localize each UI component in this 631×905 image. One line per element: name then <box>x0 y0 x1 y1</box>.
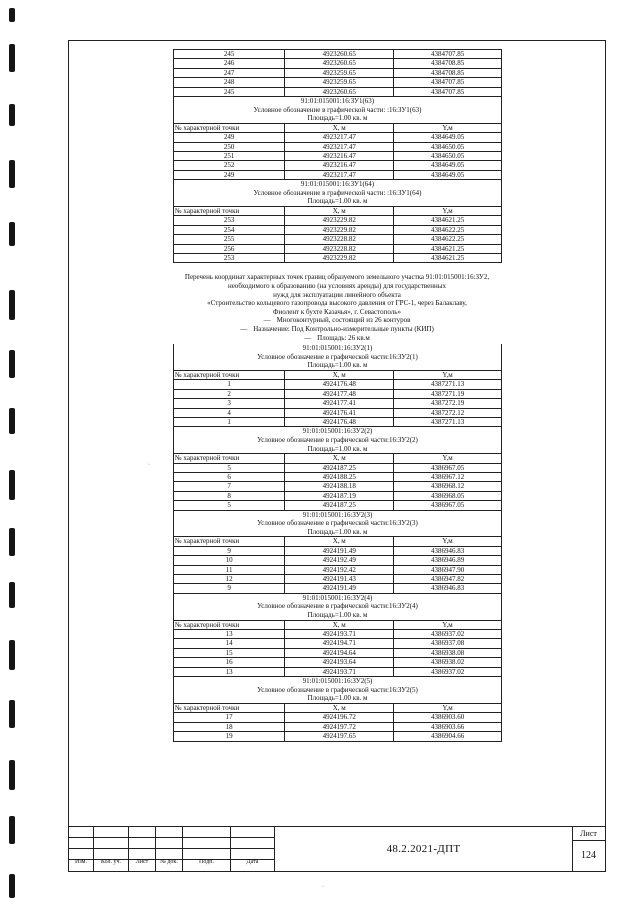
table-row <box>174 546 502 555</box>
x-coordinate-cell: 4924176.41 <box>285 408 394 417</box>
y-coordinate-cell: 4384650.05 <box>394 152 502 161</box>
x-coordinate-cell: 4924187.25 <box>285 463 394 472</box>
y-coordinate-cell: 4386938.02 <box>394 658 502 667</box>
x-coordinate-cell: 4923259.65 <box>285 78 394 87</box>
y-coordinate-cell: 4386946.89 <box>394 556 502 565</box>
point-header: № характерной точки <box>174 703 285 712</box>
binding-hole <box>9 816 15 844</box>
y-coordinate-cell: 4386967.05 <box>394 463 502 472</box>
y-coordinate-cell: 4384708.85 <box>394 68 502 77</box>
table-row <box>174 722 502 731</box>
header-row <box>174 207 502 216</box>
contour-cadastral: 91:01:015001:16:ЗУ2(2) <box>302 427 373 436</box>
contour-legend: Условное обозначение в графической части:16:ЗУ2(5) <box>257 685 418 694</box>
contour-info-row <box>174 427 502 454</box>
point-header: № характерной точки <box>174 207 285 216</box>
coordinates-table-part1 <box>173 49 502 263</box>
coordinates-table-part2 <box>173 344 502 741</box>
binding-hole <box>9 760 15 790</box>
point-number-cell: 253 <box>174 216 285 225</box>
table-row <box>174 133 502 142</box>
contour-info-row <box>174 677 502 704</box>
x-coordinate-cell: 4924197.72 <box>285 722 394 731</box>
point-number-cell: 7 <box>174 482 285 491</box>
binding-hole <box>9 222 15 246</box>
table-row <box>174 161 502 170</box>
y-header: Y,м <box>394 537 502 546</box>
intro-line <box>69 334 605 343</box>
contour-cadastral: 91:01:015001:16:ЗУ2(4) <box>302 593 373 602</box>
header-row <box>174 454 502 463</box>
y-coordinate-cell: 4384622.25 <box>394 225 502 234</box>
point-number-cell: 1 <box>174 380 285 389</box>
point-number-cell: 2 <box>174 389 285 398</box>
podp-label: Подп. <box>182 859 230 871</box>
binding-holes <box>0 0 24 905</box>
y-coordinate-cell: 4384649.05 <box>394 133 502 142</box>
binding-hole <box>9 640 15 670</box>
point-number-cell: 5 <box>174 463 285 472</box>
point-number-cell: 255 <box>174 235 285 244</box>
x-coordinate-cell: 4923217.47 <box>285 170 394 179</box>
kol-label: Кол. уч. <box>93 859 128 871</box>
point-header: № характерной точки <box>174 620 285 629</box>
x-header: X, м <box>285 207 394 216</box>
table-row <box>174 399 502 408</box>
table-row <box>174 170 502 179</box>
x-header: X, м <box>285 123 394 132</box>
x-coordinate-cell: 4923260.65 <box>285 50 394 59</box>
list-label: Лист <box>128 859 155 871</box>
contour-cadastral: 91:01:015001:16:ЗУ1(63) <box>300 97 375 106</box>
point-number-cell: 1 <box>174 418 285 427</box>
multicontour-text: Многоконтурный, состоящий из 26 контуров <box>276 316 411 325</box>
point-number-cell: 10 <box>174 556 285 565</box>
x-coordinate-cell: 4923216.47 <box>285 161 394 170</box>
contour-cadastral: 91:01:015001:16:ЗУ2(5) <box>302 677 373 686</box>
y-header: Y,м <box>394 123 502 132</box>
y-coordinate-cell: 4384707.85 <box>394 50 502 59</box>
point-number-cell: 8 <box>174 491 285 500</box>
x-coordinate-cell: 4924176.48 <box>285 418 394 427</box>
intro-line: нужд для эксплуатации линейного объекта <box>273 290 401 299</box>
y-coordinate-cell: 4386937.02 <box>394 630 502 639</box>
x-coordinate-cell: 4923228.82 <box>285 235 394 244</box>
y-coordinate-cell: 4386937.02 <box>394 667 502 676</box>
x-coordinate-cell: 4923229.82 <box>285 254 394 263</box>
x-coordinate-cell: 4924193.71 <box>285 667 394 676</box>
contour-legend: Условное обозначение в графической части: :16:ЗУ1(64) <box>253 188 422 197</box>
scan-speck: · <box>322 884 324 890</box>
binding-hole <box>9 582 15 608</box>
y-coordinate-cell: 4387272.12 <box>394 408 502 417</box>
table-row <box>174 380 502 389</box>
table-row <box>174 389 502 398</box>
x-coordinate-cell: 4923229.82 <box>285 216 394 225</box>
y-header: Y,м <box>394 207 502 216</box>
x-coordinate-cell: 4924177.48 <box>285 389 394 398</box>
contour-cadastral: 91:01:015001:16:ЗУ2(1) <box>302 344 373 353</box>
contour-info-cell <box>174 180 502 207</box>
header-row <box>174 537 502 546</box>
x-coordinate-cell: 4924191.49 <box>285 584 394 593</box>
table-row <box>174 78 502 87</box>
contour-legend: Условное обозначение в графической части:16:ЗУ2(1) <box>257 352 418 361</box>
y-coordinate-cell: 4384707.85 <box>394 87 502 96</box>
x-coordinate-cell: 4923260.65 <box>285 59 394 68</box>
y-coordinate-cell: 4387272.19 <box>394 399 502 408</box>
y-coordinate-cell: 4386967.05 <box>394 501 502 510</box>
x-coordinate-cell: 4924192.42 <box>285 565 394 574</box>
point-number-cell: 6 <box>174 473 285 482</box>
point-number-cell: 12 <box>174 575 285 584</box>
x-coordinate-cell: 4924194.64 <box>285 648 394 657</box>
binding-hole <box>9 528 15 556</box>
table-row <box>174 639 502 648</box>
x-coordinate-cell: 4924197.65 <box>285 732 394 741</box>
x-header: X, м <box>285 371 394 380</box>
x-coordinate-cell: 4924196.72 <box>285 713 394 722</box>
point-header: № характерной точки <box>174 123 285 132</box>
binding-hole <box>9 408 15 434</box>
point-number-cell: 250 <box>174 142 285 151</box>
point-number-cell: 245 <box>174 50 285 59</box>
binding-hole <box>9 350 15 378</box>
document-code: 48.2.2021-ДПТ <box>274 827 573 871</box>
contour-info-cell <box>174 344 502 370</box>
sheet-number: 124 <box>581 850 596 861</box>
point-number-cell: 256 <box>174 244 285 253</box>
x-coordinate-cell: 4924192.49 <box>285 556 394 565</box>
x-coordinate-cell: 4924188.25 <box>285 473 394 482</box>
y-coordinate-cell: 4384650.05 <box>394 142 502 151</box>
point-number-cell: 252 <box>174 161 285 170</box>
binding-hole <box>9 8 15 22</box>
point-number-cell: 251 <box>174 152 285 161</box>
parcel-intro <box>69 273 605 342</box>
point-number-cell: 246 <box>174 59 285 68</box>
contour-area: Площадь=1.00 кв. м <box>307 197 368 206</box>
x-coordinate-cell: 4924188.18 <box>285 482 394 491</box>
point-number-cell: 17 <box>174 713 285 722</box>
binding-hole <box>9 470 15 500</box>
area-text: Площадь: 26 кв.м <box>317 333 370 342</box>
table-row <box>174 491 502 500</box>
header-row <box>174 123 502 132</box>
y-coordinate-cell: 4384622.25 <box>394 235 502 244</box>
y-coordinate-cell: 4386937.08 <box>394 639 502 648</box>
contour-legend: Условное обозначение в графической части:16:ЗУ2(4) <box>257 602 418 611</box>
contour-area: Площадь=1.00 кв. м <box>307 444 368 453</box>
point-number-cell: 13 <box>174 630 285 639</box>
x-coordinate-cell: 4924191.43 <box>285 575 394 584</box>
binding-hole <box>9 104 15 126</box>
x-coordinate-cell: 4924176.48 <box>285 380 394 389</box>
contour-info-cell <box>174 677 502 704</box>
table-row <box>174 142 502 151</box>
contour-info-row <box>174 510 502 537</box>
contour-cadastral: 91:01:015001:16:ЗУ1(64) <box>300 180 375 189</box>
point-number-cell: 5 <box>174 501 285 510</box>
intro-line <box>69 325 605 334</box>
x-coordinate-cell: 4924191.49 <box>285 546 394 555</box>
point-number-cell: 3 <box>174 399 285 408</box>
contour-area: Площадь=1.00 кв. м <box>307 694 368 703</box>
ndok-label: № док. <box>155 859 182 871</box>
table-row <box>174 556 502 565</box>
y-header: Y,м <box>394 454 502 463</box>
point-number-cell: 19 <box>174 732 285 741</box>
point-number-cell: 249 <box>174 170 285 179</box>
table-row <box>174 584 502 593</box>
intro-line: Перечень координат характерных точек границ образуемого земельного участка 91:01:015001:16:ЗУ2, <box>184 273 490 282</box>
contour-area: Площадь=1.00 кв. м <box>307 361 368 370</box>
purpose-text: Назначение: Под Контрольно-измерительные пункты (КИП) <box>253 325 434 334</box>
y-coordinate-cell: 4384707.85 <box>394 78 502 87</box>
x-header: X, м <box>285 454 394 463</box>
dash-bullet: — <box>240 325 248 334</box>
y-coordinate-cell: 4384649.05 <box>394 161 502 170</box>
y-coordinate-cell: 4386947.90 <box>394 565 502 574</box>
table-row <box>174 225 502 234</box>
contour-area: Площадь=1.00 кв. м <box>307 611 368 620</box>
table-row <box>174 565 502 574</box>
y-coordinate-cell: 4384649.05 <box>394 170 502 179</box>
y-coordinate-cell: 4384621.25 <box>394 216 502 225</box>
x-coordinate-cell: 4923260.65 <box>285 87 394 96</box>
contour-area: Площадь=1.00 кв. м <box>307 114 368 123</box>
contour-legend: Условное обозначение в графической части: :16:ЗУ1(63) <box>253 105 422 114</box>
x-header: X, м <box>285 537 394 546</box>
point-number-cell: 15 <box>174 648 285 657</box>
table-row <box>174 732 502 741</box>
x-coordinate-cell: 4923217.47 <box>285 142 394 151</box>
y-header: Y,м <box>394 703 502 712</box>
point-number-cell: 11 <box>174 565 285 574</box>
x-coordinate-cell: 4924177.41 <box>285 399 394 408</box>
izm-label: Изм. <box>75 859 87 865</box>
x-coordinate-cell: 4924193.71 <box>285 630 394 639</box>
x-header: X, м <box>285 620 394 629</box>
point-header: № характерной точки <box>174 537 285 546</box>
x-coordinate-cell: 4924194.71 <box>285 639 394 648</box>
y-coordinate-cell: 4386903.66 <box>394 722 502 731</box>
table-row <box>174 482 502 491</box>
table-row <box>174 216 502 225</box>
point-number-cell: 14 <box>174 639 285 648</box>
x-coordinate-cell: 4923229.82 <box>285 225 394 234</box>
sheet-label: Лист <box>572 827 605 841</box>
table-row <box>174 59 502 68</box>
x-coordinate-cell: 4923216.47 <box>285 152 394 161</box>
y-coordinate-cell: 4386903.60 <box>394 713 502 722</box>
point-header: № характерной точки <box>174 454 285 463</box>
table-row <box>174 408 502 417</box>
table-row <box>174 235 502 244</box>
drawing-frame <box>68 40 606 872</box>
x-coordinate-cell: 4924193.64 <box>285 658 394 667</box>
y-coordinate-cell: 4386968.05 <box>394 491 502 500</box>
scan-speck: · <box>148 462 150 468</box>
contour-area: Площадь=1.00 кв. м <box>307 527 368 536</box>
x-coordinate-cell: 4923259.65 <box>285 68 394 77</box>
x-coordinate-cell: 4924187.19 <box>285 491 394 500</box>
table-row <box>174 68 502 77</box>
point-header: № характерной точки <box>174 371 285 380</box>
table-row <box>174 87 502 96</box>
point-number-cell: 9 <box>174 584 285 593</box>
intro-line: необходимого к образованию (на условиях аренды) для государственных <box>228 282 446 291</box>
point-number-cell: 9 <box>174 546 285 555</box>
y-coordinate-cell: 4386968.12 <box>394 482 502 491</box>
scan-speck: · <box>498 492 500 498</box>
y-coordinate-cell: 4384708.85 <box>394 59 502 68</box>
y-coordinate-cell: 4384621.25 <box>394 254 502 263</box>
table-row <box>174 575 502 584</box>
x-coordinate-cell: 4923217.47 <box>285 133 394 142</box>
point-number-cell: 13 <box>174 667 285 676</box>
point-number-cell: 16 <box>174 658 285 667</box>
x-coordinate-cell: 4923228.82 <box>285 244 394 253</box>
y-coordinate-cell: 4386904.66 <box>394 732 502 741</box>
y-header: Y,м <box>394 620 502 629</box>
binding-hole <box>9 700 15 728</box>
contour-info-cell <box>174 97 502 124</box>
table-row <box>174 648 502 657</box>
x-header: X, м <box>285 703 394 712</box>
y-coordinate-cell: 4386947.82 <box>394 575 502 584</box>
y-header: Y,м <box>394 371 502 380</box>
table-row <box>174 630 502 639</box>
y-coordinate-cell: 4386946.83 <box>394 546 502 555</box>
table-row <box>174 244 502 253</box>
y-coordinate-cell: 4386967.12 <box>394 473 502 482</box>
point-number-cell: 245 <box>174 87 285 96</box>
contour-cadastral: 91:01:015001:16:ЗУ2(3) <box>302 510 373 519</box>
table-row <box>174 50 502 59</box>
point-number-cell: 18 <box>174 722 285 731</box>
point-number-cell: 249 <box>174 133 285 142</box>
contour-info-row <box>174 97 502 124</box>
y-coordinate-cell: 4386946.83 <box>394 584 502 593</box>
contour-info-cell <box>174 427 502 454</box>
table-row <box>174 658 502 667</box>
point-number-cell: 247 <box>174 68 285 77</box>
intro-line <box>69 316 605 325</box>
dash-bullet: — <box>304 333 312 342</box>
title-block <box>69 826 605 871</box>
y-coordinate-cell: 4386938.08 <box>394 648 502 657</box>
header-row <box>174 371 502 380</box>
y-coordinate-cell: 4387271.19 <box>394 389 502 398</box>
page-content <box>69 49 605 742</box>
point-number-cell: 254 <box>174 225 285 234</box>
table-row <box>174 152 502 161</box>
binding-hole <box>9 290 15 320</box>
contour-info-cell <box>174 593 502 620</box>
contour-info-row <box>174 180 502 207</box>
point-number-cell: 4 <box>174 408 285 417</box>
point-number-cell: 253 <box>174 254 285 263</box>
contour-legend: Условное обозначение в графической части:16:ЗУ2(2) <box>257 436 418 445</box>
table-row <box>174 254 502 263</box>
y-coordinate-cell: 4387271.13 <box>394 380 502 389</box>
header-row <box>174 703 502 712</box>
contour-info-row <box>174 593 502 620</box>
y-coordinate-cell: 4387271.13 <box>394 418 502 427</box>
table-row <box>174 418 502 427</box>
binding-hole <box>9 160 15 188</box>
header-row <box>174 620 502 629</box>
dash-bullet: — <box>263 316 271 325</box>
intro-line: «Строительство кольцевого газопровода высокого давления от ГРС-1, через Балаклаву, <box>207 299 467 308</box>
point-number-cell: 248 <box>174 78 285 87</box>
table-row <box>174 501 502 510</box>
table-row <box>174 463 502 472</box>
contour-info-row <box>174 344 502 370</box>
y-coordinate-cell: 4384621.25 <box>394 244 502 253</box>
x-coordinate-cell: 4924187.25 <box>285 501 394 510</box>
table-row <box>174 713 502 722</box>
table-row <box>174 667 502 676</box>
contour-legend: Условное обозначение в графической части:16:ЗУ2(3) <box>257 519 418 528</box>
intro-line: Фиолент к бухте Казачья», г. Севастополь» <box>273 307 401 316</box>
data-label: Дата <box>230 859 274 871</box>
contour-info-cell <box>174 510 502 537</box>
binding-hole <box>9 874 15 898</box>
binding-hole <box>9 44 15 72</box>
table-row <box>174 473 502 482</box>
